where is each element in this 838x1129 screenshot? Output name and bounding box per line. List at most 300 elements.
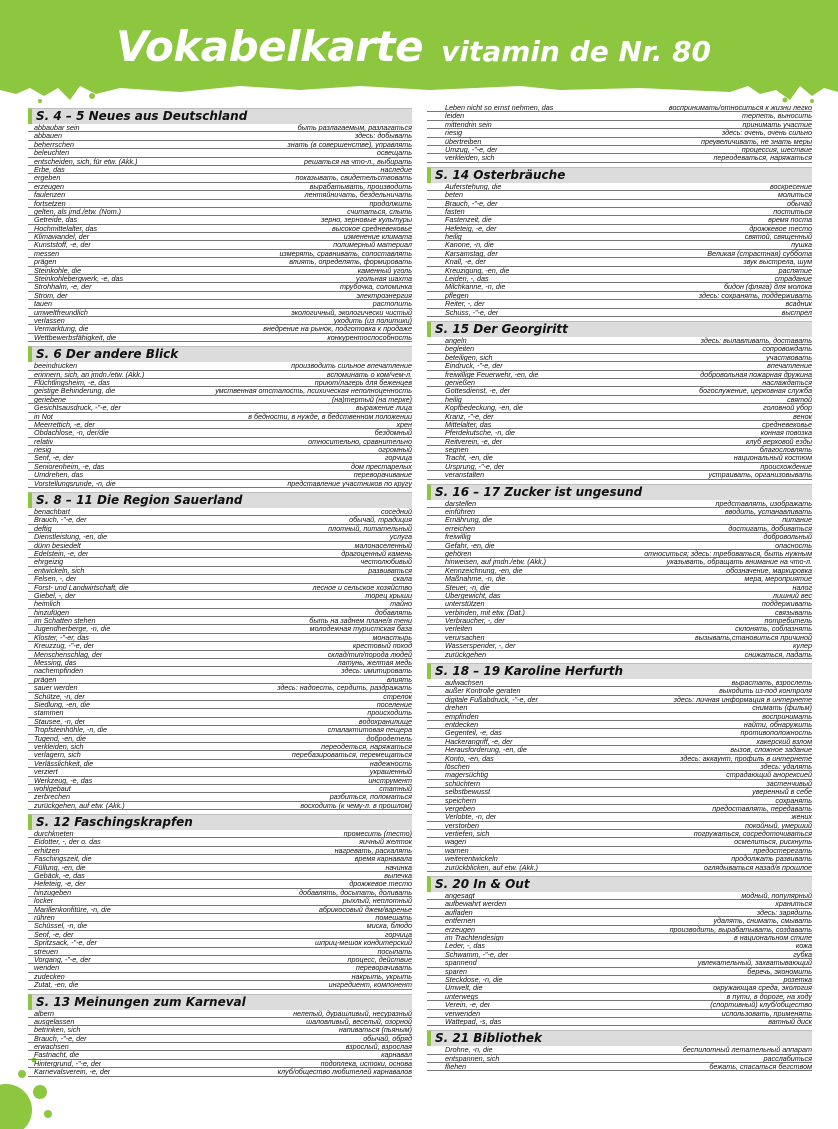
german-term: tauen bbox=[34, 300, 52, 308]
russian-translation: полимерный материал bbox=[333, 241, 412, 249]
german-term: erwachsen bbox=[34, 1043, 69, 1051]
german-term: Obdachlose, -n, der/die bbox=[34, 429, 109, 437]
russian-translation: честолюбивый bbox=[360, 558, 412, 566]
vocab-entry bbox=[427, 542, 812, 550]
german-term: stammen bbox=[34, 709, 64, 717]
vocab-entry bbox=[28, 183, 412, 191]
german-term: Umdrehen, das bbox=[34, 471, 84, 479]
german-term: verleiten bbox=[445, 625, 473, 633]
vocab-entry bbox=[28, 922, 412, 930]
german-term: erhitzen bbox=[34, 846, 60, 855]
german-term: Leder, -, das bbox=[445, 942, 485, 950]
vocab-entry bbox=[28, 267, 412, 275]
russian-translation: малонаселенный bbox=[354, 541, 412, 549]
german-term: Gebäck, -e, das bbox=[34, 872, 85, 880]
vocab-entry bbox=[28, 258, 412, 266]
german-term: erzeugen bbox=[34, 182, 64, 191]
russian-translation: сталактитовая пещера bbox=[327, 726, 412, 734]
russian-translation: использовать, применять bbox=[721, 1009, 812, 1017]
vocab-entry bbox=[28, 404, 412, 412]
russian-translation: национальный костюм bbox=[733, 454, 812, 462]
vocab-entry bbox=[28, 709, 412, 717]
russian-translation: застенчивый bbox=[766, 779, 812, 788]
vocab-entry bbox=[28, 701, 412, 709]
vocab-entry bbox=[427, 634, 812, 642]
german-term: Vorgang, -"-e, der bbox=[34, 955, 91, 964]
vocab-entry bbox=[28, 802, 412, 810]
vocab-entry bbox=[28, 250, 412, 258]
russian-translation: клуб верховой езды bbox=[745, 437, 812, 446]
german-term: Wattepad, -s, das bbox=[445, 1017, 502, 1026]
vocab-entry bbox=[427, 584, 812, 592]
russian-translation: восходить (к чему-л. в прошлом) bbox=[300, 801, 412, 810]
vocab-entry bbox=[427, 225, 812, 233]
vocab-entry bbox=[427, 1010, 812, 1018]
german-term: Verlobte, -n, der bbox=[445, 813, 497, 821]
german-term: riesig bbox=[445, 129, 463, 137]
german-term: Kennzeichnung, -en, die bbox=[445, 566, 523, 575]
russian-translation: расслабиться bbox=[763, 1054, 812, 1063]
german-term: Ursprung, -"-e, der bbox=[445, 462, 505, 471]
russian-translation: (на)тертый (на терке) bbox=[331, 395, 412, 404]
russian-translation: уходить (из политики) bbox=[333, 316, 412, 325]
vocab-entry bbox=[427, 713, 812, 721]
german-term: Eidotter, -, der o. das bbox=[34, 838, 101, 846]
russian-translation: предостерегать bbox=[753, 846, 812, 855]
german-term: Maßnahme, -n, die bbox=[445, 575, 506, 583]
german-term: veranstalten bbox=[445, 471, 485, 479]
russian-translation: средневековье bbox=[762, 420, 812, 429]
russian-translation: модный, популярный bbox=[741, 892, 812, 900]
vocab-entry bbox=[28, 379, 412, 387]
german-term: Gesichtsausdruck, -"-e, der bbox=[34, 404, 121, 412]
russian-translation: торец крыши bbox=[365, 591, 412, 600]
german-term: Dienstleistung, -en, die bbox=[34, 533, 108, 541]
russian-translation: выпечка bbox=[384, 872, 412, 880]
german-term: Stausee, -n, der bbox=[34, 717, 86, 726]
german-term: prägen bbox=[34, 675, 57, 684]
section-heading: S. 18 – 19 Karoline Herfurth bbox=[427, 663, 812, 679]
russian-translation: абрикосовый джем/варенье bbox=[318, 905, 412, 913]
russian-translation: знать (в совершенстве), управлять bbox=[287, 140, 412, 149]
russian-translation: растопить bbox=[372, 300, 412, 308]
vocab-entry bbox=[28, 718, 412, 726]
russian-translation: головной убор bbox=[763, 404, 812, 412]
german-term: aufladen bbox=[445, 908, 473, 917]
russian-translation: найти, обнаружить bbox=[743, 721, 812, 729]
german-term: verlassen bbox=[34, 316, 65, 325]
vocab-entry bbox=[427, 362, 812, 370]
german-term: segnen bbox=[445, 446, 469, 454]
russian-translation: трубочка, соломинка bbox=[340, 283, 412, 291]
german-term: vergeben bbox=[445, 804, 475, 813]
vocab-entry bbox=[28, 889, 412, 897]
vocab-entry bbox=[427, 396, 812, 404]
vocab-entry bbox=[427, 704, 812, 712]
vocab-entry bbox=[28, 292, 412, 300]
russian-translation: увлекательный, захватывающий bbox=[697, 959, 812, 967]
vocab-entry bbox=[28, 1018, 412, 1026]
vocab-entry bbox=[427, 679, 812, 687]
russian-translation: хрен bbox=[396, 420, 412, 429]
russian-translation: здесь: удалять bbox=[760, 762, 812, 771]
section-heading: S. 12 Faschingskrapfen bbox=[28, 814, 412, 830]
vocab-entry bbox=[427, 771, 812, 779]
russian-translation: экологичный, экологически чистый bbox=[291, 308, 412, 316]
russian-translation: переворачивать bbox=[355, 964, 412, 972]
german-term: zerbrechen bbox=[34, 793, 70, 801]
german-term: heimlich bbox=[34, 600, 61, 608]
german-term: relativ bbox=[34, 437, 54, 446]
vocab-entry bbox=[28, 684, 412, 692]
german-term: Gefahr, -en, die bbox=[445, 541, 495, 549]
russian-translation: здесь: зарядить bbox=[756, 908, 812, 917]
vocab-entry bbox=[28, 225, 412, 233]
german-term: Ernährung, die bbox=[445, 516, 493, 524]
russian-translation: лишний вес bbox=[772, 591, 812, 600]
vocab-entry bbox=[28, 567, 412, 575]
german-term: Menschenschlag, der bbox=[34, 650, 103, 659]
vocab-entry bbox=[28, 1043, 412, 1051]
german-term: magersüchtig bbox=[445, 771, 489, 779]
russian-translation: влиять bbox=[386, 675, 412, 684]
russian-translation: венок bbox=[793, 412, 812, 420]
vocab-entry bbox=[427, 371, 812, 379]
vocab-entry bbox=[28, 897, 412, 905]
german-term: Übergewicht, das bbox=[445, 591, 501, 600]
vocab-entry bbox=[28, 558, 412, 566]
russian-translation: розетка bbox=[783, 975, 812, 984]
russian-translation: огромный bbox=[378, 446, 412, 454]
vocab-entry bbox=[28, 584, 412, 592]
german-term: Tugend, -en, die bbox=[34, 734, 86, 742]
vocab-entry bbox=[427, 233, 812, 241]
german-term: abbauen bbox=[34, 132, 62, 140]
german-term: unterstützen bbox=[445, 600, 485, 608]
german-term: Brauch, -"-e, der bbox=[34, 1034, 87, 1043]
section-heading: S. 15 Der Georgiritt bbox=[427, 321, 812, 337]
russian-translation: добавлять bbox=[374, 608, 412, 617]
german-term: abbaubar sein bbox=[34, 124, 80, 132]
vocab-entry bbox=[28, 334, 412, 342]
russian-translation: рыхлый, неплотный bbox=[342, 897, 412, 905]
vocab-entry bbox=[427, 600, 812, 608]
vocab-entry bbox=[28, 149, 412, 157]
left-column bbox=[28, 104, 412, 1077]
russian-translation: терпеть, выносить bbox=[742, 112, 812, 120]
russian-translation: распятие bbox=[778, 266, 812, 275]
section-heading: S. 8 – 11 Die Region Sauerland bbox=[28, 492, 412, 508]
german-term: hinweisen, auf jmdn./etw. (Akk.) bbox=[445, 558, 547, 566]
german-term: Zutat, -en, die bbox=[34, 981, 79, 989]
german-term: prägen bbox=[34, 258, 57, 266]
vocab-entry bbox=[427, 625, 812, 633]
vocab-entry bbox=[28, 914, 412, 922]
russian-translation: относиться; здесь: требоваться, быть нужным bbox=[644, 549, 812, 558]
section-heading: S. 4 – 5 Neues aus Deutschland bbox=[28, 108, 412, 124]
vocab-entry bbox=[427, 258, 812, 266]
russian-translation: умственная отсталость, психическая неполноценность bbox=[215, 387, 412, 395]
vocab-entry bbox=[28, 158, 412, 166]
german-term: hinzugeben bbox=[34, 888, 72, 897]
german-term: freiwillige Feuerwehr, -en, die bbox=[445, 370, 539, 378]
russian-translation: продолжить bbox=[369, 199, 412, 207]
german-term: erreichen bbox=[445, 524, 475, 533]
vocab-entry bbox=[427, 1063, 812, 1071]
vocab-entry bbox=[28, 241, 412, 249]
german-term: verkleiden, sich bbox=[34, 742, 84, 751]
german-term: entwickeln, sich bbox=[34, 566, 85, 575]
russian-translation: участвовать bbox=[766, 353, 812, 362]
russian-translation: сопровождать bbox=[762, 345, 812, 353]
german-term: spannend bbox=[445, 959, 477, 967]
german-term: Steckdose, -n, die bbox=[445, 975, 503, 984]
russian-translation: уверенный в себе bbox=[752, 788, 812, 796]
russian-translation: миска, блюдо bbox=[366, 922, 412, 930]
vocab-entry bbox=[28, 785, 412, 793]
german-term: verstorben bbox=[445, 821, 479, 830]
german-term: Siedlung, -en, die bbox=[34, 701, 90, 709]
russian-translation: связывать bbox=[774, 608, 812, 617]
russian-translation: тайно bbox=[390, 600, 412, 608]
german-term: Brauch, -"-e, der bbox=[445, 199, 498, 207]
vocab-entry bbox=[427, 446, 812, 454]
german-term: Pferdekutsche, -n, die bbox=[445, 429, 515, 437]
russian-translation: бежать, спасаться бегством bbox=[709, 1063, 812, 1071]
vocab-entry bbox=[28, 208, 412, 216]
russian-translation: время карнавала bbox=[354, 855, 412, 863]
russian-translation: страдание bbox=[774, 275, 812, 283]
vocab-entry bbox=[28, 446, 412, 454]
russian-translation: устраивать, организовывать bbox=[708, 471, 812, 479]
vocab-entry bbox=[427, 429, 812, 437]
russian-translation: соседний bbox=[380, 508, 412, 516]
russian-translation: выражение лица bbox=[355, 404, 412, 412]
vocab-entry bbox=[28, 429, 412, 437]
russian-translation: хакерский взлом bbox=[756, 737, 812, 746]
german-term: faulenzen bbox=[34, 191, 66, 199]
russian-translation: яичный желток bbox=[359, 838, 412, 846]
german-term: Umzug, -"-e, der bbox=[445, 145, 498, 154]
russian-translation: погружаться, сосредоточиваться bbox=[693, 830, 812, 838]
vocab-entry bbox=[427, 413, 812, 421]
vocab-entry bbox=[28, 1010, 412, 1018]
vocab-entry bbox=[427, 746, 812, 754]
russian-translation: звук выстрела, шум bbox=[743, 258, 812, 266]
russian-translation: принимать участие bbox=[742, 120, 812, 129]
vocab-entry bbox=[427, 533, 812, 541]
german-term: streuen bbox=[34, 947, 58, 955]
russian-translation: конкурентоспособность bbox=[327, 333, 412, 342]
vocab-entry bbox=[427, 763, 812, 771]
russian-translation: налог bbox=[792, 583, 812, 591]
german-term: Hefeteig, -e, der bbox=[445, 224, 497, 233]
vocab-entry bbox=[28, 592, 412, 600]
german-term: Leiden, -, das bbox=[445, 275, 489, 283]
russian-translation: здесь: добывать bbox=[354, 132, 412, 140]
vocab-entry bbox=[427, 617, 812, 625]
russian-translation: мера, мероприятие bbox=[744, 575, 812, 583]
german-term: Drohne, -n, die bbox=[445, 1046, 493, 1054]
russian-translation: кулер bbox=[793, 642, 812, 650]
russian-translation: промесить (тесто) bbox=[343, 830, 412, 838]
german-term: Wasserspender, -, der bbox=[445, 642, 516, 650]
german-term: Kanone, -n, die bbox=[445, 241, 494, 249]
russian-translation: разбиться, поломаться bbox=[329, 793, 412, 801]
german-term: unterwegs bbox=[445, 992, 479, 1001]
russian-translation: освещать bbox=[376, 149, 412, 157]
german-term: hinzufügen bbox=[34, 608, 70, 617]
vocab-entry bbox=[28, 872, 412, 880]
german-term: empfinden bbox=[445, 712, 479, 720]
vocab-entry bbox=[28, 743, 412, 751]
vocab-entry bbox=[28, 838, 412, 846]
vocab-entry bbox=[28, 508, 412, 516]
vocab-entry bbox=[427, 345, 812, 353]
russian-translation: внедрение на рынок, подготовка к продаже bbox=[263, 325, 412, 333]
vocab-entry bbox=[427, 463, 812, 471]
vocab-entry bbox=[427, 909, 812, 917]
russian-translation: переодеться, наряжаться bbox=[321, 742, 412, 751]
vocab-entry bbox=[28, 1026, 412, 1034]
vocab-entry bbox=[28, 438, 412, 446]
vocab-entry bbox=[28, 141, 412, 149]
russian-translation: здесь: аккаунт, профиль в интернете bbox=[680, 754, 812, 762]
vocab-entry bbox=[427, 797, 812, 805]
german-term: Wettbewerbsfähigkeit, die bbox=[34, 333, 117, 342]
german-term: Strohhalm, -e, der bbox=[34, 283, 92, 291]
german-term: Kunststoff, -e, der bbox=[34, 241, 91, 249]
german-term: Karnevalsverein, -e, der bbox=[34, 1068, 111, 1076]
russian-translation: производить, вырабатывать, создавать bbox=[669, 925, 812, 933]
section-heading: S. 20 In & Out bbox=[427, 876, 812, 892]
vocab-entry bbox=[28, 533, 412, 541]
russian-translation: противоположность bbox=[740, 729, 812, 737]
russian-translation: дрожжевое тесто bbox=[749, 224, 812, 233]
german-term: Senf, -e, der bbox=[34, 930, 74, 939]
german-term: ehrgeizig bbox=[34, 558, 64, 566]
german-term: Forst- und Landwirtschaft, die bbox=[34, 583, 129, 591]
german-term: betrinken, sich bbox=[34, 1026, 81, 1034]
german-term: Edelstein, -e, der bbox=[34, 549, 89, 558]
vocab-entry bbox=[28, 777, 412, 785]
vocab-entry bbox=[427, 121, 812, 129]
german-term: im Schatten stehen bbox=[34, 617, 96, 625]
german-term: außer Kontrolle geraten bbox=[445, 687, 521, 695]
russian-translation: ингредиент, компонент bbox=[328, 981, 412, 989]
russian-translation: питание bbox=[782, 516, 812, 524]
german-term: Fastnacht, die bbox=[34, 1051, 80, 1059]
german-term: Schuss, -"-e, der bbox=[445, 308, 499, 316]
german-term: verwenden bbox=[445, 1009, 481, 1017]
russian-translation: молиться bbox=[777, 191, 812, 199]
german-term: freiwillig bbox=[445, 533, 471, 541]
russian-translation: воспринимать/относиться к жизни легко bbox=[668, 104, 812, 112]
german-term: Fastenzeit, die bbox=[445, 216, 492, 224]
russian-translation: взрослый, взрослая bbox=[345, 1043, 412, 1051]
german-term: dünn besiedelt bbox=[34, 541, 81, 549]
vocab-entry bbox=[427, 112, 812, 120]
russian-translation: Великая (страстная) суббота bbox=[707, 249, 812, 258]
russian-translation: здесь: сохранять, поддерживать bbox=[698, 291, 812, 300]
section-heading: S. 13 Meinungen zum Karneval bbox=[28, 994, 412, 1010]
russian-translation: время поста bbox=[768, 216, 812, 224]
russian-translation: воспринимать bbox=[762, 712, 812, 720]
russian-translation: измерять, сравнивать, сопоставлять bbox=[279, 249, 412, 258]
vocab-entry bbox=[427, 968, 812, 976]
russian-translation: обычай, обряд bbox=[363, 1034, 412, 1043]
russian-translation: процесс, действие bbox=[347, 955, 412, 964]
german-term: Senf, -e, der bbox=[34, 454, 74, 462]
vocab-entry bbox=[427, 438, 812, 446]
german-term: entspannen, sich bbox=[445, 1054, 500, 1063]
vocab-entry bbox=[427, 421, 812, 429]
german-term: weiterentwickeln bbox=[445, 855, 498, 863]
german-term: vertiefen, sich bbox=[445, 830, 490, 838]
vocab-entry bbox=[28, 124, 412, 132]
russian-translation: лесное и сельское хозяйство bbox=[312, 583, 412, 591]
german-term: begleiten bbox=[445, 345, 475, 353]
vocab-entry bbox=[28, 609, 412, 617]
russian-translation: вырастать, взрослеть bbox=[731, 679, 812, 687]
russian-translation: водохранилище bbox=[358, 717, 412, 726]
russian-translation: опасность bbox=[775, 541, 812, 549]
german-term: verkleiden, sich bbox=[445, 154, 495, 162]
german-term: verbinden, mit etw. (Dat.) bbox=[445, 608, 525, 617]
russian-translation: производить сильное впечатление bbox=[291, 362, 412, 370]
russian-translation: зерно, зерновые культуры bbox=[321, 216, 412, 224]
vocab-entry bbox=[427, 558, 812, 566]
vocab-entry bbox=[427, 738, 812, 746]
german-term: aufwachsen bbox=[445, 679, 484, 687]
vocab-entry bbox=[28, 200, 412, 208]
vocab-entry bbox=[427, 900, 812, 908]
german-term: Kloster, -"-er, das bbox=[34, 633, 89, 642]
russian-translation: покойный, умерший bbox=[744, 821, 812, 830]
vocab-entry bbox=[28, 793, 412, 801]
title-text: Vokabelkarte bbox=[116, 22, 424, 71]
german-term: einführen bbox=[445, 508, 475, 516]
german-term: löschen bbox=[445, 762, 470, 771]
vocab-entry bbox=[427, 1001, 812, 1009]
german-term: Leben nicht so ernst nehmen, das bbox=[445, 104, 554, 112]
german-term: geriebene bbox=[34, 395, 66, 404]
russian-translation: представление участников по кругу bbox=[287, 479, 412, 488]
russian-translation: в пути, в дороге, на ходу bbox=[726, 992, 812, 1001]
german-term: Meerrettich, -e, der bbox=[34, 420, 95, 429]
vocab-entry bbox=[28, 525, 412, 533]
russian-translation: поддерживать bbox=[761, 600, 812, 608]
german-term: Gottesdienst, -e, der bbox=[445, 387, 511, 395]
vocab-entry bbox=[28, 275, 412, 283]
russian-translation: осмелиться, рискнуть bbox=[734, 838, 812, 846]
russian-translation: оглядываться назад/в прошлое bbox=[703, 863, 812, 872]
german-term: heilig bbox=[445, 395, 462, 404]
vocab-entry bbox=[427, 951, 812, 959]
russian-translation: жених bbox=[791, 813, 812, 821]
vocab-entry bbox=[427, 567, 812, 575]
russian-translation: шаловливый, веселый, озорной bbox=[306, 1017, 412, 1026]
russian-translation: накрыть, укрыть bbox=[351, 972, 412, 981]
german-term: Hochmittelalter, das bbox=[34, 224, 98, 233]
russian-translation: вводить, устанавливать bbox=[724, 508, 812, 516]
russian-translation: благословлять bbox=[759, 446, 812, 454]
russian-translation: бидон (фляга) для молока bbox=[723, 283, 812, 291]
german-term: Schütze, -n, der bbox=[34, 692, 85, 700]
russian-translation: надежность bbox=[369, 759, 412, 768]
german-term: ausgelassen bbox=[34, 1017, 75, 1026]
german-term: Vermarktung, die bbox=[34, 325, 89, 333]
